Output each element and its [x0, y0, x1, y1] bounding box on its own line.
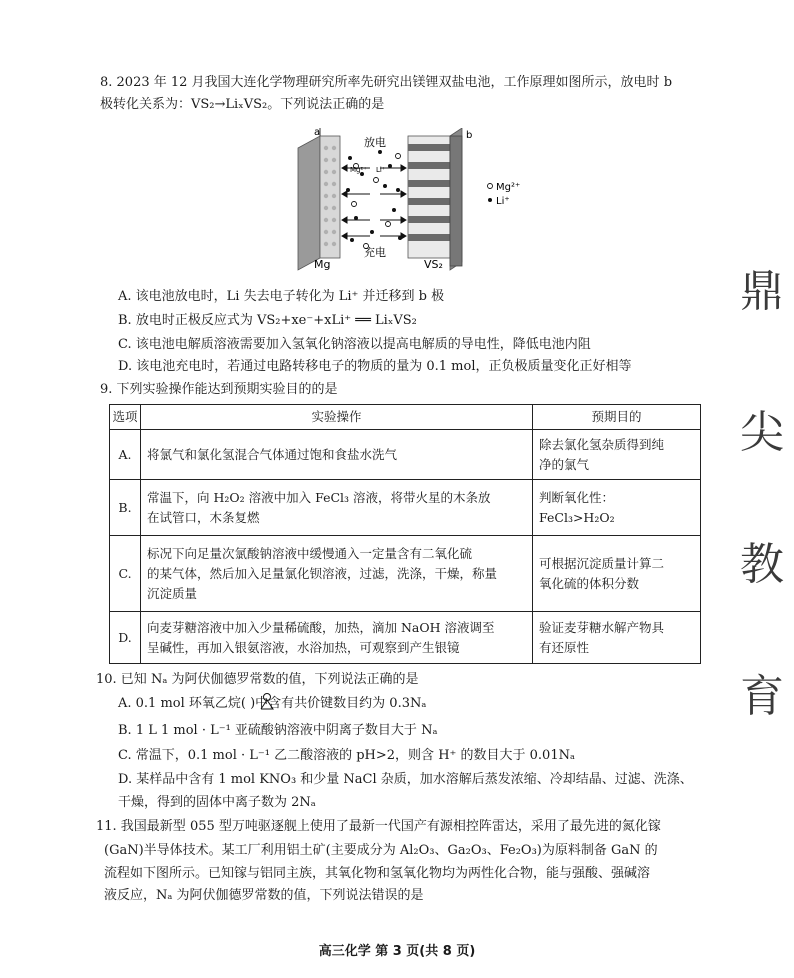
q8-option-d: D. 该电池充电时，若通过电路转移电子的物质的量为 0.1 mol，正负极质量变化正好相等: [118, 359, 632, 374]
row-operation: 标况下向足量次氯酸钠溶液中缓慢通入一定量含有二氧化硫 的某气体，然后加入足量氯化钡溶液，过滤，洗涤，干燥，称量 沉淀质量: [141, 536, 533, 612]
q10-option-a: A. 0.1 mol 环氧乙烷( )中含有共价键数目约为 0.3Nₐ: [118, 696, 427, 711]
legend-li: Li⁺: [496, 196, 510, 207]
q11-line3: 流程如下图所示。已知镓与铝同主族，其氧化物和氢氧化物均为两性化合物，能与强酸、强碱溶: [104, 866, 651, 881]
row-goal: 判断氧化性： FeCl₃>H₂O₂: [533, 480, 701, 536]
row-goal: 验证麦芽糖水解产物具 有还原性: [533, 612, 701, 664]
label-mg: Mg: [314, 258, 331, 271]
label-a: a: [314, 128, 321, 138]
table-row: [110, 480, 701, 536]
q11-line4: 液反应，Nₐ 为阿伏伽德罗常数的值，下列说法错误的是: [104, 888, 424, 903]
table-row: [110, 536, 701, 612]
mg-electrode: [320, 136, 340, 258]
q8-option-a: A. 该电池放电时，Li 失去电子转化为 Li⁺ 并迁移到 b 极: [118, 289, 445, 304]
watermark-char-2: 尖: [740, 407, 784, 458]
table-row: [110, 430, 701, 480]
ion-li-label: Li⁺: [376, 166, 386, 174]
row-option: D.: [110, 612, 141, 664]
label-discharge: 放电: [364, 136, 386, 149]
header-operation: 实验操作: [141, 405, 533, 430]
q11-line2: (GaN)半导体技术。某工厂利用铝土矿(主要成分为 Al₂O₃、Ga₂O₃、Fe₂O₃)为原料制备 GaN 的: [104, 843, 658, 858]
row-option: C.: [110, 536, 141, 612]
row-operation: 向麦芽糖溶液中加入少量稀硫酸，加热，滴加 NaOH 溶液调至 呈碱性，再加入银氨溶液，水浴加热，可观察到产生银镜: [141, 612, 533, 664]
watermark-char-4: 育: [740, 671, 784, 722]
q8-stem-line2: 极转化关系为：VS₂→LiₓVS₂。下列说法正确的是: [100, 97, 385, 112]
q10-option-c: C. 常温下，0.1 mol · L⁻¹ 乙二酸溶液的 pH>2，则含 H⁺ 的数目大于 0.01Nₐ: [118, 748, 575, 763]
header-option: 选项: [110, 405, 141, 430]
q10-option-d: D. 某样品中含有 1 mol KNO₃ 和少量 NaCl 杂质，加水溶解后蒸发浓缩、冷却结晶、过滤、洗涤、: [118, 772, 693, 787]
label-b: b: [466, 130, 473, 141]
mg-electrode-side: [298, 136, 320, 270]
q9-table: [109, 404, 701, 664]
table-row: [110, 612, 701, 664]
q11-line1: 11. 我国最新型 055 型万吨驱逐舰上使用了最新一代国产有源相控阵雷达，采用了最先进的氮化镓: [96, 819, 661, 834]
row-operation: 将氯气和氯化氢混合气体通过饱和食盐水洗气: [141, 430, 533, 480]
ion-mg-label: Mg²⁺: [350, 166, 367, 174]
watermark-char-1: 鼎: [740, 266, 784, 317]
header-goal: 预期目的: [533, 405, 701, 430]
label-vs2: VS₂: [424, 258, 443, 271]
q8-stem-line1: 8. 2023 年 12 月我国大连化学物理研究所率先研究出镁锂双盐电池，工作原理如图所示，放电时 b: [100, 75, 673, 90]
q8-option-b: B. 放电时正极反应式为 VS₂+xe⁻+xLi⁺ ══ LiₓVS₂: [118, 313, 417, 328]
watermark-char-3: 教: [740, 539, 784, 590]
q10-option-b: B. 1 L 1 mol · L⁻¹ 亚硫酸钠溶液中阴离子数目大于 Nₐ: [118, 723, 438, 738]
row-option: A.: [110, 430, 141, 480]
legend-mg: Mg²⁺: [496, 182, 521, 193]
q10-stem: 10. 已知 Nₐ 为阿伏伽德罗常数的值，下列说法正确的是: [96, 672, 419, 687]
label-charge: 充电: [364, 246, 386, 259]
q9-stem: 9. 下列实验操作能达到预期实验目的的是: [100, 382, 338, 397]
row-goal: 除去氯化氢杂质得到纯 净的氯气: [533, 430, 701, 480]
row-operation: 常温下，向 H₂O₂ 溶液中加入 FeCl₃ 溶液，将带火星的木条放 在试管口，木条复燃: [141, 480, 533, 536]
battery-diagram: [290, 128, 530, 273]
q8-option-c: C. 该电池电解质溶液需要加入氢氧化钠溶液以提高电解质的导电性，降低电池内阻: [118, 337, 591, 352]
ethylene-oxide-icon: [258, 692, 276, 712]
page-footer: 高三化学 第 3 页(共 8 页): [318, 944, 476, 959]
row-goal: 可根据沉淀质量计算二 氧化硫的体积分数: [533, 536, 701, 612]
q10-option-d-cont: 干燥，得到的固体中离子数为 2Nₐ: [118, 795, 316, 810]
table-header-row: [110, 405, 701, 430]
row-option: B.: [110, 480, 141, 536]
